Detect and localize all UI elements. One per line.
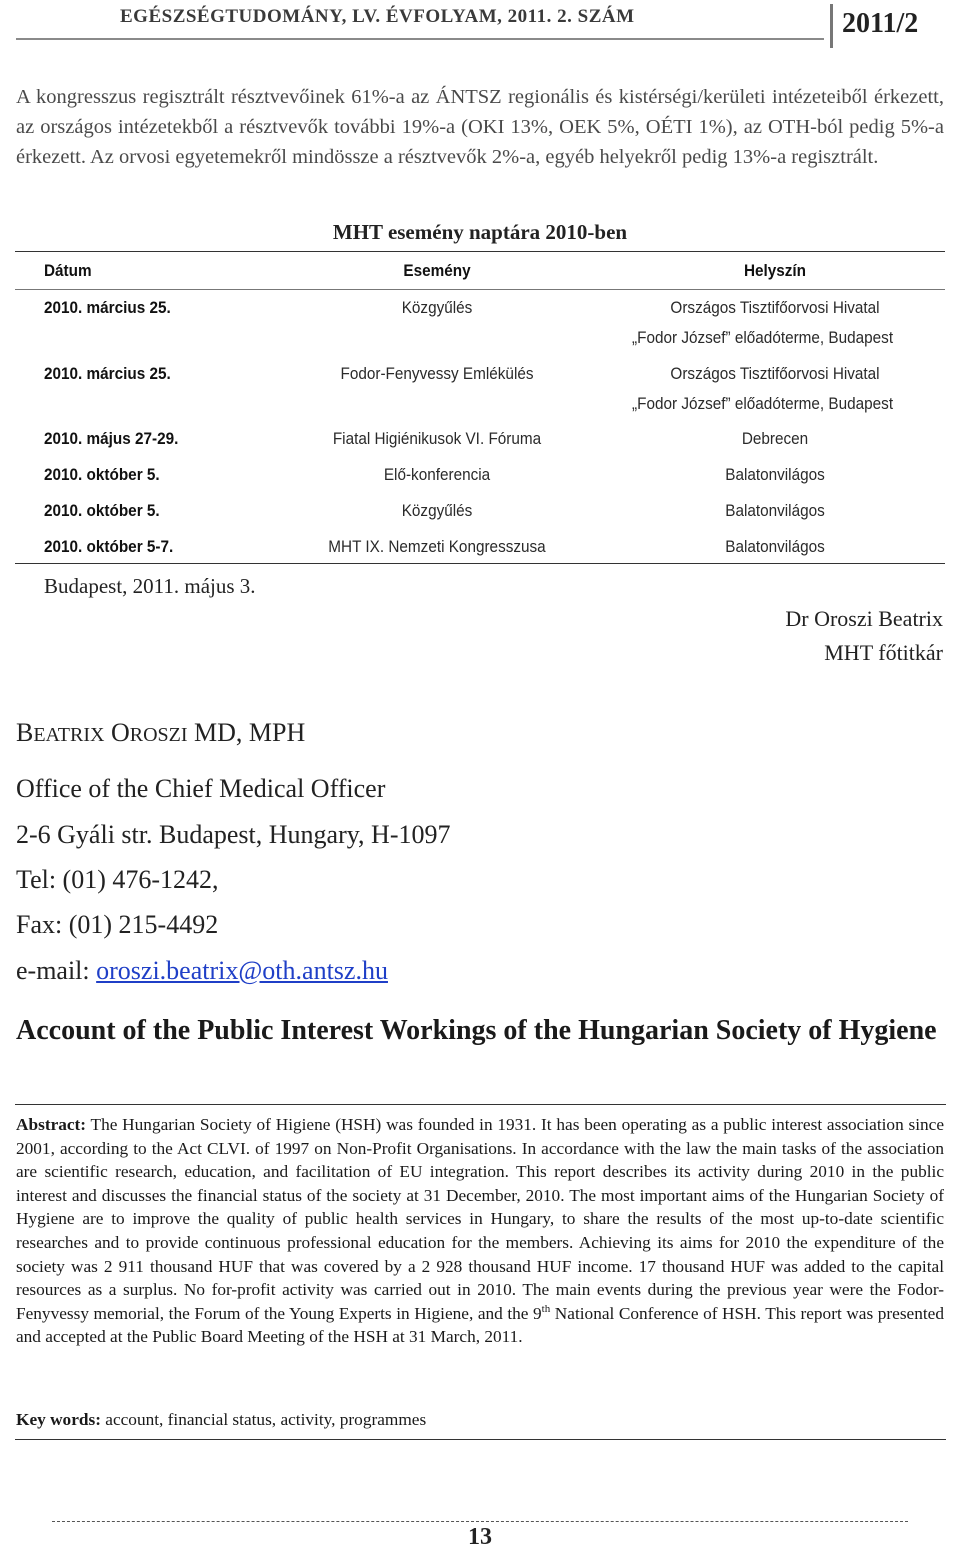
header-divider <box>830 4 833 48</box>
journal-header: EGÉSZSÉGTUDOMÁNY, LV. ÉVFOLYAM, 2011. 2. SZÁM <box>120 6 635 27</box>
table-cell-place: Országos Tisztifőorvosi Hivatal <box>670 364 880 383</box>
table-cell-place: Debrecen <box>741 429 809 448</box>
table-cell-place: Balatonvilágos <box>725 501 825 520</box>
abstract-rule-bottom <box>15 1439 946 1440</box>
intro-paragraph: A kongresszus regisztrált résztvevőinek 61%-a az ÁNTSZ regionális és kistérségi/kerületi intézeteiből érkezett, az országos intézetekből a résztvevők további 19%-a (OKI 13%, OEK 5%, OÉTI 1%), az OTH-ból pedig 5%-a érkezett. Az orvosi egyetemekről mindössze a résztvevők 2%-a, egyéb helyekről pedig 13%-a regisztrált. <box>16 86 944 168</box>
abstract-label: Abstract: <box>16 1115 87 1134</box>
footer-rule <box>52 1521 908 1522</box>
table-cell-event: Fiatal Higiénikusok VI. Fóruma <box>332 429 542 448</box>
table-rule-top <box>15 251 945 252</box>
keywords-text: account, financial status, activity, programmes <box>100 1410 427 1429</box>
author-tel: Tel: (01) 476-1242, <box>16 865 219 894</box>
table-cell-event: Elő-konferencia <box>383 465 491 484</box>
author-last-rest: ROSZI <box>129 724 188 746</box>
author-email-line <box>16 956 388 986</box>
table-cell-place: Balatonvilágos <box>725 537 825 556</box>
page-number: 13 <box>468 1524 492 1550</box>
author-name <box>16 718 305 748</box>
table-cell-place-line2: „Fodor József” előadóterme, Budapest <box>632 328 894 347</box>
author-first-initial: B <box>16 718 34 747</box>
author-degrees: MD, MPH <box>194 718 306 747</box>
abstract-rule-top <box>15 1104 946 1105</box>
keywords <box>16 1410 426 1430</box>
email-label: e-mail: <box>16 956 97 985</box>
table-rule-bottom <box>15 563 945 564</box>
table-cell-place: Országos Tisztifőorvosi Hivatal <box>670 298 880 317</box>
abstract-text-2: National Conference of HSH. This report was presented and accepted at the Public Board Meeting of the HSH at 31 March, 2011. <box>16 1303 944 1347</box>
signature-title: MHT főtitkár <box>824 640 943 665</box>
table-header-place: Helyszín <box>743 261 807 280</box>
table-cell-date: 2010. március 25. <box>44 364 171 383</box>
author-office: Office of the Chief Medical Officer <box>16 774 386 803</box>
table-header-event: Esemény <box>403 261 471 280</box>
signature-place-date: Budapest, 2011. május 3. <box>44 574 256 598</box>
author-fax: Fax: (01) 215-4492 <box>16 910 219 939</box>
header-rule <box>16 38 824 40</box>
email-link[interactable]: oroszi.beatrix@oth.antsz.hu <box>96 956 388 985</box>
table-cell-date: 2010. október 5. <box>44 465 160 484</box>
english-title: Account of the Public Interest Workings of the Hungarian Society of Hygiene <box>16 1015 937 1046</box>
abstract-text-1: The Hungarian Society of Higiene (HSH) was founded in 1931. It has been operating as a public interest association since 2001, according to the Act CLVI. of 1997 on Non-Profit Organisations. In accordance with the law the main tasks of the association are scientific research, education, and facilitation of EU integration. This report describes its activity during 2010 in the public interest and discusses the financial status of the society at 31 December, 2010. The most important aims of the Hungarian Society of Hygiene are to improve the quality of public health services in Hungary, to share the results of the most up-to-date scientific researches and to provide continuous professional education for the members. Achieving its aims for 2010 the expenditure of the society was 2 911 thousand HUF that was covered by a 2 928 thousand HUF income. 17 thousand HUF was added to the capital resources as a surplus. No for-profit activity was carried out in 2010. The main events during the previous year were the Fodor-Fenyvessy memorial, the Forum of the Young Experts in Higiene, and the 9 <box>16 1115 944 1323</box>
table-rule-header <box>15 289 945 290</box>
author-address: 2-6 Gyáli str. Budapest, Hungary, H-1097 <box>16 820 451 849</box>
table-cell-event: MHT IX. Nemzeti Kongresszusa <box>328 537 546 556</box>
table-cell-event: Közgyűlés <box>401 298 473 317</box>
table-cell-place-line2: „Fodor József” előadóterme, Budapest <box>632 394 894 413</box>
issue-number: 2011/2 <box>842 8 919 39</box>
abstract-superscript: th <box>541 1302 551 1315</box>
author-last-initial: O <box>110 718 130 747</box>
abstract <box>16 1113 944 1349</box>
table-header-date: Dátum <box>44 261 92 280</box>
table-cell-date: 2010. május 27-29. <box>44 429 179 448</box>
keywords-label: Key words: <box>16 1410 101 1429</box>
table-cell-date: 2010. október 5-7. <box>44 537 174 556</box>
author-first-rest: EATRIX <box>33 724 105 746</box>
table-cell-event: Közgyűlés <box>401 501 473 520</box>
table-cell-place: Balatonvilágos <box>725 465 825 484</box>
table-title: MHT esemény naptára 2010-ben <box>332 220 628 244</box>
table-cell-date: 2010. március 25. <box>44 298 171 317</box>
table-cell-event: Fodor-Fenyvessy Emlékülés <box>340 364 534 383</box>
signature-name: Dr Oroszi Beatrix <box>785 606 943 631</box>
table-cell-date: 2010. október 5. <box>44 501 160 520</box>
